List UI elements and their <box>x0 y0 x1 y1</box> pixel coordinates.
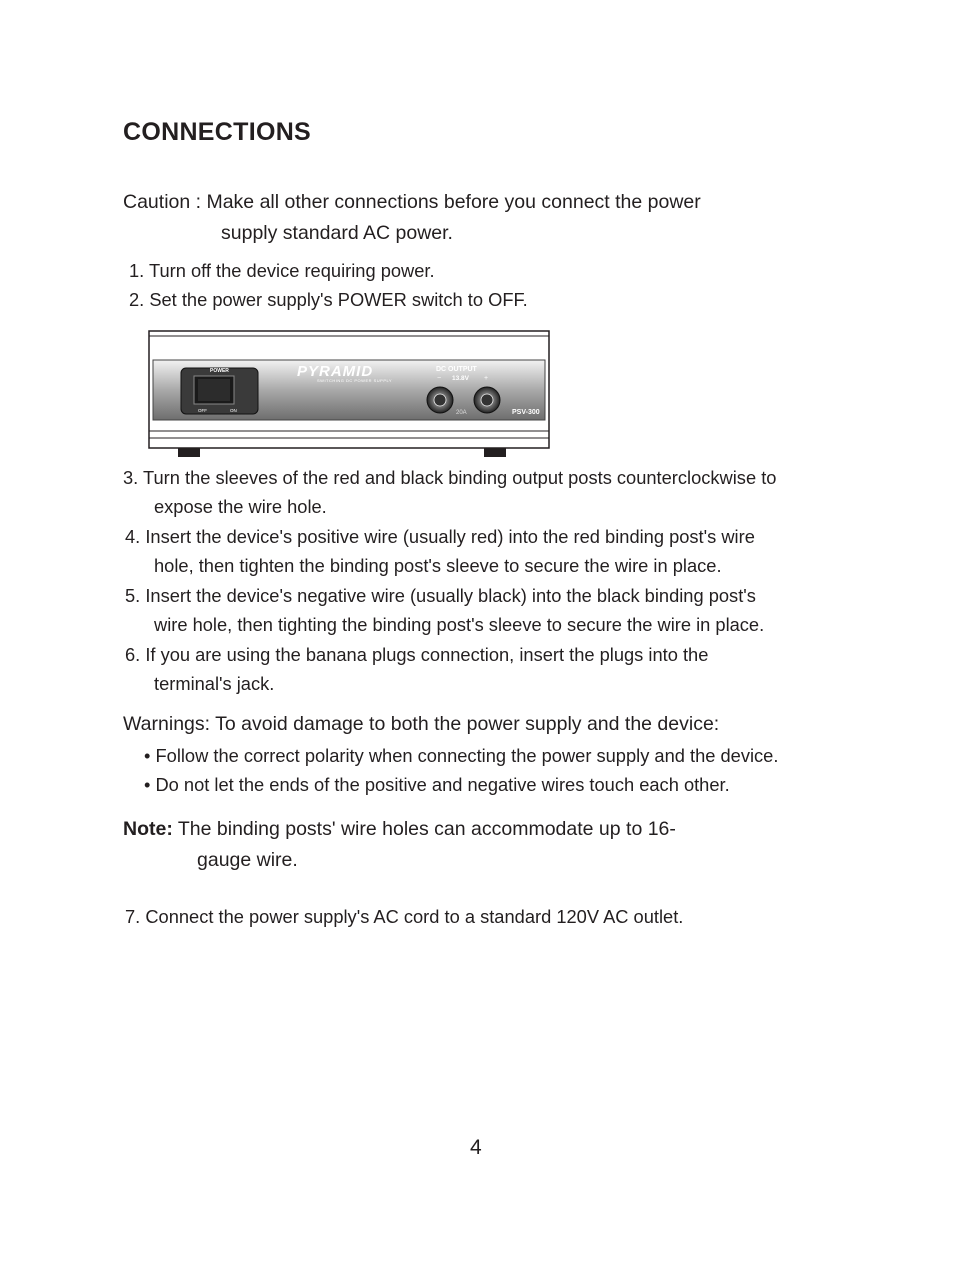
brand-logo: PYRAMID <box>297 363 374 380</box>
dc-output-label: DC OUTPUT <box>436 366 477 373</box>
brand-subtitle: SWITCHING DC POWER SUPPLY <box>317 378 393 383</box>
device-foot-right <box>484 448 506 457</box>
step-2: 2. Set the power supply's POWER switch to OFF. <box>129 289 528 310</box>
minus-label: − <box>437 375 442 382</box>
caution-line-1: Caution : Make all other connections before you connect the power <box>123 191 701 213</box>
model-label: PSV-300 <box>512 409 540 416</box>
step-6 <box>125 643 708 696</box>
step-4 <box>125 525 755 578</box>
note-line-2: gauge wire. <box>197 849 298 871</box>
step-5-line-2: wire hole, then tighting the binding post's sleeve to secure the wire in place. <box>154 614 765 635</box>
step-4-line-1: 4. Insert the device's positive wire (usually red) into the red binding post's wire <box>125 526 755 547</box>
voltage-label: 13.8V <box>452 375 469 382</box>
note-text <box>123 814 676 876</box>
plus-label: + <box>484 375 489 382</box>
warning-bullet-1: • Follow the correct polarity when connecting the power supply and the device. <box>144 745 779 766</box>
page-title: CONNECTIONS <box>123 118 312 146</box>
step-4-line-2: hole, then tighten the binding post's sleeve to secure the wire in place. <box>154 555 722 576</box>
warnings-heading: Warnings: To avoid damage to both the power supply and the device: <box>123 713 720 735</box>
warning-bullet-2: • Do not let the ends of the positive and negative wires touch each other. <box>144 774 730 795</box>
step-6-line-1: 6. If you are using the banana plugs connection, insert the plugs into the <box>125 644 709 665</box>
page-number: 4 <box>470 1136 482 1159</box>
amps-label: 20A <box>456 410 467 416</box>
step-3 <box>123 466 776 519</box>
step-1: 1. Turn off the device requiring power. <box>129 260 435 281</box>
device-foot-left <box>178 448 200 457</box>
on-label: ON <box>230 408 237 413</box>
step-7: 7. Connect the power supply's AC cord to a standard 120V AC outlet. <box>125 906 684 927</box>
step-3-line-2: expose the wire hole. <box>154 496 327 517</box>
step-3-line-1: 3. Turn the sleeves of the red and black binding output posts counterclockwise to <box>123 467 777 488</box>
step-6-line-2: terminal's jack. <box>154 673 275 694</box>
power-supply-illustration <box>148 330 550 458</box>
power-label: POWER <box>210 368 229 374</box>
step-5 <box>125 584 764 637</box>
caution-text <box>123 187 701 249</box>
step-5-line-1: 5. Insert the device's negative wire (usually black) into the black binding post's <box>125 585 756 606</box>
off-label: OFF <box>198 408 207 413</box>
caution-line-2: supply standard AC power. <box>221 222 453 244</box>
note-label: Note: <box>123 818 173 840</box>
note-line-1: The binding posts' wire holes can accommodate up to 16- <box>172 818 676 840</box>
